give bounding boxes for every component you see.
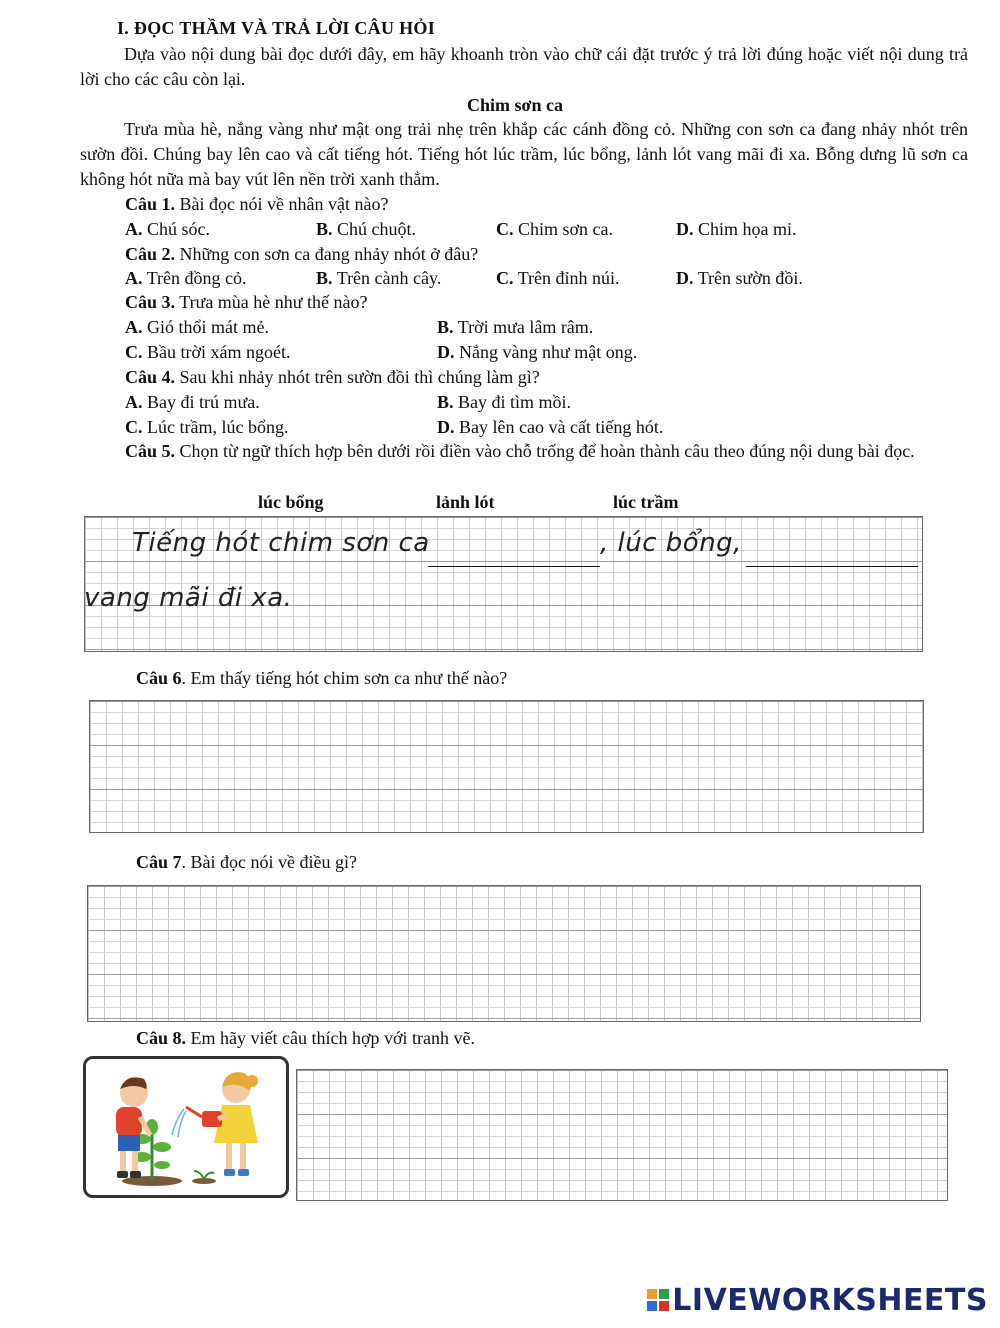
story-body: Trưa mùa hè, nắng vàng như mật ong trải nhẹ trên khắp các cánh đồng cỏ. Những con sơn ca đang nhảy nhót trên sườn đồi. Chúng bay lên cao và cất tiếng hót. Tiếng hót lúc trầm, lúc bổng, lảnh lót vang mãi đi xa. Bỗng dưng lũ sơn ca không hót nữa mà bay vút lên nền trời xanh thẳm. [80, 119, 968, 189]
q3-option-c[interactable] [125, 341, 291, 363]
children-planting-illustration [86, 1059, 286, 1195]
q7-writing-grid[interactable] [87, 885, 921, 1022]
water-drops [172, 1109, 186, 1137]
option-letter: A. [125, 268, 143, 288]
option-text: Chim họa mi. [698, 219, 797, 239]
option-letter: D. [676, 268, 694, 288]
q5-handwriting-part2: , lúc bổng, [600, 528, 742, 558]
boy-leg [120, 1151, 126, 1173]
question-text: Em hãy viết câu thích hợp với tranh vẽ. [190, 1028, 475, 1048]
option-text: Bay đi trú mưa. [147, 392, 260, 412]
option-letter: C. [125, 417, 143, 437]
q8-writing-grid[interactable] [296, 1069, 948, 1201]
option-text: Trên đồng cỏ. [146, 268, 247, 288]
q5-blank-1[interactable] [428, 566, 600, 567]
q1-option-a[interactable] [125, 218, 210, 240]
option-letter: A. [125, 219, 143, 239]
watering-can-spout [186, 1107, 202, 1117]
girl-shoe [224, 1169, 235, 1176]
girl-shoe [238, 1169, 249, 1176]
question-label: Câu 4. [125, 367, 176, 387]
intro-instructions: Dựa vào nội dung bài đọc dưới đây, em hãy khoanh tròn vào chữ cái đặt trước ý trả lời đúng hoặc viết nội dung trả lời cho các câu còn lại. [80, 44, 968, 89]
leaf [154, 1161, 170, 1169]
option-text: Trời mưa lâm râm. [457, 317, 594, 337]
option-letter: C. [496, 219, 514, 239]
girl-leg [240, 1143, 246, 1171]
q2-option-d[interactable] [676, 267, 803, 289]
question-text: Chọn từ ngữ thích hợp bên dưới rồi điền vào chỗ trống để hoàn thành câu theo đúng nội dung bài đọc. [179, 441, 915, 461]
option-letter: C. [496, 268, 514, 288]
question-label: Câu 3. [125, 292, 176, 312]
option-letter: C. [125, 342, 143, 362]
word-choice-3[interactable]: lúc trầm [613, 492, 679, 512]
option-text: Bay lên cao và cất tiếng hót. [459, 417, 664, 437]
question-4 [125, 366, 540, 388]
question-label: Câu 7 [136, 852, 182, 872]
q4-option-d[interactable] [437, 416, 663, 438]
q5-blank-2[interactable] [746, 566, 918, 567]
girl-leg [226, 1143, 232, 1171]
option-letter: D. [437, 342, 455, 362]
q4-option-a[interactable] [125, 391, 260, 413]
q4-option-b[interactable] [437, 391, 571, 413]
liveworksheets-logo [646, 1283, 988, 1318]
q4-option-c[interactable] [125, 416, 288, 438]
option-letter: D. [437, 417, 455, 437]
boy-shorts [118, 1135, 140, 1151]
question-5 [80, 439, 968, 464]
question-text: Bài đọc nói về nhân vật nào? [179, 194, 389, 214]
option-text: Trên đỉnh núi. [517, 268, 620, 288]
q1-option-c[interactable] [496, 218, 613, 240]
option-letter: D. [676, 219, 694, 239]
question-label: Câu 6 [136, 668, 182, 688]
question-8 [136, 1027, 475, 1049]
option-text: Trên cành cây. [336, 268, 442, 288]
question-text: Trưa mùa hè như thế nào? [179, 292, 368, 312]
question-1 [125, 193, 388, 215]
option-letter: A. [125, 317, 143, 337]
question-label: Câu 1. [125, 194, 176, 214]
q2-option-b[interactable] [316, 267, 441, 289]
q2-option-a[interactable] [125, 267, 247, 289]
boy-leg [132, 1151, 138, 1173]
option-text: Nắng vàng như mật ong. [459, 342, 638, 362]
question-label: Câu 2. [125, 244, 176, 264]
option-text: Bầu trời xám ngoét. [147, 342, 291, 362]
option-text: Chú sóc. [147, 219, 210, 239]
option-text: Gió thổi mát mẻ. [147, 317, 269, 337]
q3-option-a[interactable] [125, 316, 269, 338]
option-text: Trên sườn đồi. [697, 268, 803, 288]
section-title: I. ĐỌC THẦM VÀ TRẢ LỜI CÂU HỎI [117, 18, 436, 38]
q5-handwriting-part1: Tiếng hót chim sơn ca [132, 528, 430, 558]
question-2 [125, 243, 478, 265]
boy-shoe [130, 1171, 141, 1178]
word-choice-2[interactable]: lảnh lót [436, 492, 495, 512]
question-text: . Em thấy tiếng hót chim sơn ca như thế nào? [181, 668, 508, 688]
q5-handwriting-part3: vang mãi đi xa. [84, 583, 293, 613]
question-3 [125, 291, 368, 313]
q3-option-b[interactable] [437, 316, 593, 338]
q6-writing-grid[interactable] [89, 700, 924, 833]
boy-shirt [116, 1107, 142, 1137]
q1-option-b[interactable] [316, 218, 416, 240]
option-text: Lúc trầm, lúc bổng. [147, 417, 289, 437]
option-letter: B. [316, 219, 333, 239]
question-label: Câu 8. [136, 1028, 187, 1048]
story-title: Chim sơn ca [467, 95, 563, 115]
question-6 [136, 667, 507, 689]
question-7 [136, 851, 357, 873]
brand-icon [646, 1288, 670, 1312]
question-text: Sau khi nhảy nhót trên sườn đồi thì chúng làm gì? [179, 367, 540, 387]
leaf [153, 1142, 171, 1152]
sprout [194, 1171, 214, 1179]
q3-option-d[interactable] [437, 341, 637, 363]
q1-option-d[interactable] [676, 218, 797, 240]
option-letter: A. [125, 392, 143, 412]
option-text: Chim sơn ca. [518, 219, 614, 239]
boy-shoe [117, 1171, 128, 1178]
brand-name: LIVEWORKSHEETS [672, 1283, 988, 1318]
q2-option-c[interactable] [496, 267, 620, 289]
option-letter: B. [437, 392, 454, 412]
option-letter: B. [437, 317, 454, 337]
option-text: Bay đi tìm mồi. [458, 392, 572, 412]
question-text: Những con sơn ca đang nhảy nhót ở đâu? [179, 244, 479, 264]
illustration-frame [83, 1056, 289, 1198]
girl-hair-bun [246, 1075, 258, 1087]
option-text: Chú chuột. [337, 219, 417, 239]
option-letter: B. [316, 268, 333, 288]
question-label: Câu 5. [125, 441, 176, 461]
word-choice-1[interactable]: lúc bổng [258, 492, 324, 512]
question-text: . Bài đọc nói về điều gì? [181, 852, 357, 872]
